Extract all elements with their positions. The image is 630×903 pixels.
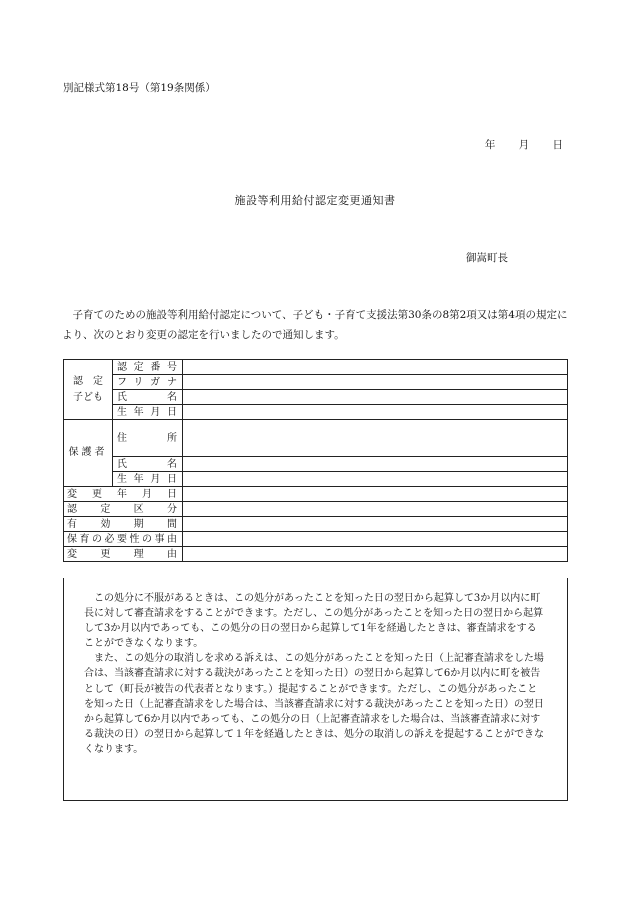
need-reason-field[interactable] bbox=[183, 532, 568, 547]
form-number: 別記様式第18号（第19条関係） bbox=[63, 82, 216, 94]
guardian-birthdate-label: 生年月日 bbox=[113, 472, 183, 487]
guardian-name-label: 氏名 bbox=[113, 457, 183, 472]
child-group-text: 認 定 子ども bbox=[73, 375, 103, 403]
issue-date bbox=[467, 137, 564, 152]
notice-paragraph-1: この処分に不服があるときは、この処分があったことを知った日の翌日から起算して3か月以内に町長に対して審査請求をすることができます。ただし、この処分があったことを知った日の翌日から起算して3か月以内であっても、この処分の日の翌日から起算して1年を経過したときは、審査請求をすることができなくなります。 bbox=[84, 593, 544, 650]
validity-label: 有効期間 bbox=[64, 517, 183, 532]
child-name-field[interactable] bbox=[183, 390, 568, 405]
cert-number-label: 認定番号 bbox=[113, 360, 183, 375]
change-date-label: 変更年月日 bbox=[64, 487, 183, 502]
issuer-name: 御嵩町長 bbox=[466, 252, 508, 264]
child-birthdate-label: 生年月日 bbox=[113, 405, 183, 420]
guardian-birthdate-field[interactable] bbox=[183, 472, 568, 487]
guardian-name-field[interactable] bbox=[183, 457, 568, 472]
notice-paragraph-2: また、この処分の取消しを求める訴えは、この処分があったことを知った日（上記審査請求をした場合は、当該審査請求に対する裁決があったことを知った日）の翌日から起算して6か月以内に町を被告として（町長が被告の代表者となります。）提起することができます。ただし、この処分があったことを知った日（上記審査請求をした場合は、当該審査請求に対する裁決があったことを知った日）の翌日から起算して6か月以内であっても、この処分の日（上記審査請求をした場合は、当該審査請求に対する裁決の日）の翌日から起算して１年を経過したときは、処分の取消しの訴えを提起することができなくなります。 bbox=[84, 653, 544, 755]
guardian-group-label bbox=[64, 420, 113, 487]
date-day: 日 bbox=[552, 139, 564, 151]
intro-text: 子育てのための施設等利用給付認定について、子ども・子育て支援法第30条の8第2項又は第4項の規定により、次のとおり変更の認定を行いましたので通知します。 bbox=[62, 309, 568, 341]
furigana-field[interactable] bbox=[183, 375, 568, 390]
address-label: 住所 bbox=[113, 420, 183, 457]
appeal-notice bbox=[63, 578, 568, 801]
address-field[interactable] bbox=[183, 420, 568, 457]
validity-field[interactable] bbox=[183, 517, 568, 532]
category-label: 認定区分 bbox=[64, 502, 183, 517]
date-year: 年 bbox=[484, 139, 497, 151]
change-reason-field[interactable] bbox=[183, 547, 568, 562]
child-group-label bbox=[64, 360, 113, 420]
guardian-group-text: 保護者 bbox=[68, 447, 108, 458]
document-title: 施設等利用給付認定変更通知書 bbox=[234, 194, 396, 207]
category-field[interactable] bbox=[183, 502, 568, 517]
cert-number-field[interactable] bbox=[183, 360, 568, 375]
certification-table bbox=[63, 359, 568, 562]
change-reason-label: 変更理由 bbox=[64, 547, 183, 562]
furigana-label: フリガナ bbox=[113, 375, 183, 390]
need-reason-label: 保育の必要性の事由 bbox=[64, 532, 183, 547]
child-name-label: 氏名 bbox=[113, 390, 183, 405]
child-birthdate-field[interactable] bbox=[183, 405, 568, 420]
date-month: 月 bbox=[518, 139, 531, 151]
change-date-field[interactable] bbox=[183, 487, 568, 502]
